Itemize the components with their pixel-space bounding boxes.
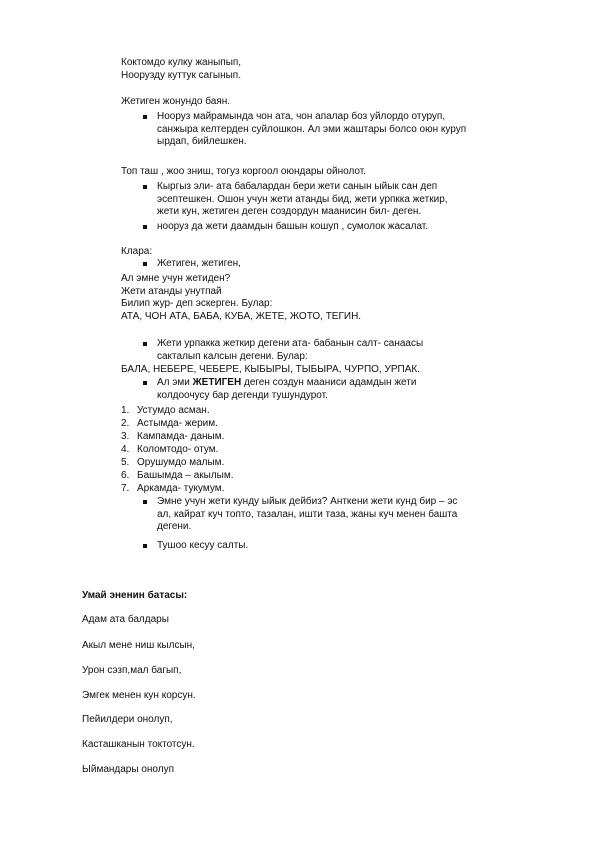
- bullet-icon: [143, 342, 147, 346]
- bullet-item: Кыргыз эли- ата бабалардан бери жети санын ыйык сан деп эсептешкен. Ошон учун жети атанды бид, жети урпкка жеткир, жети кун, жетиген деген создордун маанисин бил- деген.: [157, 181, 557, 219]
- bullet-icon: [143, 185, 147, 189]
- numbered-item: 2. Астымда- жерим.: [121, 418, 218, 429]
- ancestor-names: АТА, ЧОН АТА, БАБА, КУБА, ЖЕТЕ, ЖОТО, ТЕГИН.: [121, 310, 362, 322]
- blessing-line: Эмгек менен кун корсун.: [82, 690, 196, 701]
- bullet-item: Ал эми ЖЕТИГЕН деген создун мааниси адамдын жети колдоочусу бар дегенди тушундурот.: [157, 377, 557, 402]
- bullet-item: Тушоо кесуу салты.: [157, 540, 557, 553]
- bullet-icon: [143, 225, 147, 229]
- bullet-item: Нооруз майрамында чон ата, чон апалар боз уйлордо отуруп, санжыра келтерден суйлошкон. Ал эми жаштары болсо оюн куруп ырдап, бийлешкен.: [157, 111, 557, 149]
- speaker-label: Клара:: [121, 246, 153, 257]
- numbered-item: 5. Орушумдо малым.: [121, 457, 225, 468]
- bullet-icon: [143, 262, 147, 266]
- numbered-item: 1. Устумдо асман.: [121, 405, 210, 416]
- bullet-item: Жетиген, жетиген,: [157, 258, 557, 271]
- bullet-item: нооруз да жети даамдын башын кошуп , сумолок жасалат.: [157, 221, 557, 234]
- blessing-line: Ыймандары онолуп: [82, 764, 174, 775]
- bullet-item: Эмне учун жети кунду ыйык дейбиз? Анткени жети кунд бир – эс ал, кайрат куч топто, тазалан, ишти таза, жаны куч менен башта дегени.: [157, 496, 557, 534]
- blessing-line: Урон сэзп,мал багып,: [82, 665, 182, 676]
- bullet-icon: [143, 500, 147, 504]
- intro-line: Коктомдо кулку жаныпып,: [121, 57, 242, 68]
- verse-lines: Ал эмне учун жетиден? Жети атанды унутпай Билип жур- деп эскерген. Булар: АТА, ЧОН АТА, БАБА, КУБА, ЖЕТЕ, ЖОТО, ТЕГИН.: [121, 273, 561, 323]
- section-heading: Жетиген жонундо баян.: [121, 96, 231, 107]
- blessing-line: Пейилдери онолуп,: [82, 714, 173, 725]
- bullet-icon: [143, 115, 147, 119]
- blessing-line: Адам ата балдары: [82, 614, 169, 625]
- bold-term: ЖЕТИГЕН: [192, 377, 242, 388]
- blessing-title: Умай эненин батасы:: [82, 590, 188, 601]
- bullet-icon: [143, 381, 147, 385]
- numbered-item: 7. Аркамда- тукумум.: [121, 483, 225, 494]
- numbered-item: 6. Башымда – акылым.: [121, 470, 234, 481]
- bullet-item: Жети урпакка жеткир дегени ата- бабанын салт- санаасы сакталып калсын дегени. Булар:: [157, 338, 557, 363]
- numbered-item: 3. Кампамда- даным.: [121, 431, 225, 442]
- blessing-line: Акыл мене ниш кылсын,: [82, 640, 195, 651]
- paragraph-line: Топ таш , жоо зниш, тогуз коргоол оюндары ойнолот.: [121, 166, 366, 177]
- numbered-item: 4. Коломтодо- отум.: [121, 444, 219, 455]
- descendant-names: БАЛА, НЕБЕРЕ, ЧЕБЕРЕ, КЫБЫРЫ, ТЫБЫРА, ЧУРПО, УРПАК.: [121, 364, 420, 375]
- intro-verse: [121, 57, 561, 82]
- intro-line: Ноорузду куттук сагынып.: [121, 69, 241, 81]
- bullet-icon: [143, 544, 147, 548]
- blessing-line: Касташканын токтотсун.: [82, 739, 195, 750]
